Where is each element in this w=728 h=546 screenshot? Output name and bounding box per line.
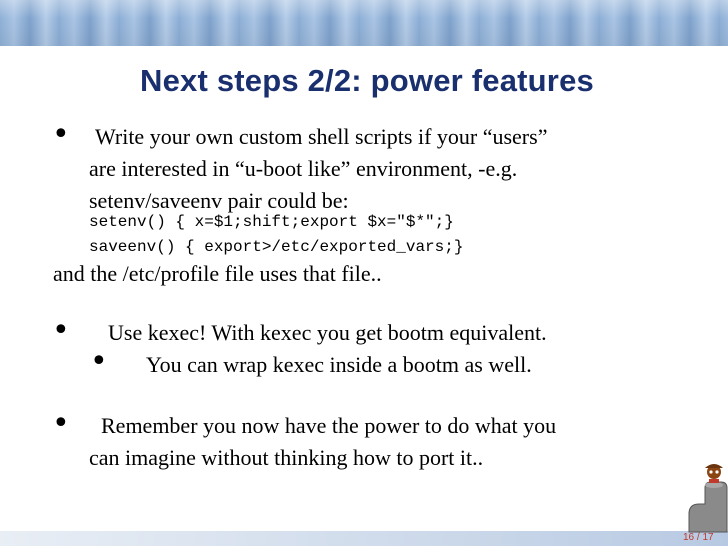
mascot-icon bbox=[683, 458, 728, 534]
subbullet-icon: • bbox=[90, 344, 108, 379]
bullet1-line2: are interested in “u-boot like” environment, -e.g. bbox=[89, 156, 518, 181]
bullet3-line1: Remember you now have the power to do what you bbox=[101, 413, 557, 438]
bullet-icon: • bbox=[52, 117, 70, 152]
subbullet-line: You can wrap kexec inside a bootm as well. bbox=[146, 352, 532, 377]
bullet1-line3: setenv/saveenv pair could be: bbox=[89, 188, 349, 213]
page-number: 16 / 17 bbox=[683, 532, 714, 543]
code-line-setenv: setenv() { x=$1;shift;export $x="$*";} bbox=[89, 213, 454, 231]
slide-title: Next steps 2/2: power features bbox=[140, 63, 594, 98]
bottom-bar bbox=[0, 531, 728, 546]
profile-line: and the /etc/profile file uses that file.. bbox=[53, 261, 382, 286]
bullet1-line1: Write your own custom shell scripts if your “users” bbox=[95, 124, 548, 149]
bullet-icon: • bbox=[52, 406, 70, 441]
code-line-saveenv: saveenv() { export>/etc/exported_vars;} bbox=[89, 238, 464, 256]
bullet3-line2: can imagine without thinking how to port it.. bbox=[89, 445, 484, 470]
bullet2-line: Use kexec! With kexec you get bootm equivalent. bbox=[108, 320, 547, 345]
top-banner bbox=[0, 0, 728, 46]
bullet-icon: • bbox=[52, 313, 70, 348]
